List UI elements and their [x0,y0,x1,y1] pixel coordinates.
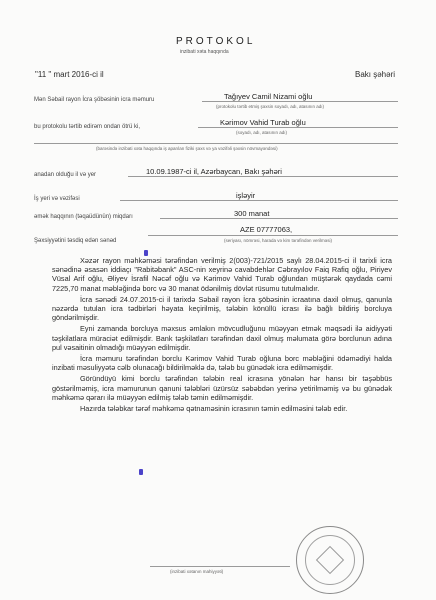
id-doc-line [148,235,398,236]
officer-name: Tağıyev Camil Nizami oğlu [224,92,313,101]
pen-mark-icon [144,250,148,256]
birth-line [128,176,398,177]
subject-line [198,127,398,128]
salary-label: əmək haqqının (təqaüdünün) miqdarı [34,214,133,220]
protocol-body [52,256,392,415]
subject-line-2 [34,143,398,144]
body-paragraph-1: Xəzər rayon məhkəməsi tərəfindən verilmiş 2(003)-721/2015 saylı 28.04.2015-ci il tarixli icra sənədinə əsasən iddiaçı "Rabitəbank" ASC-nin xeyrinə cavabdehlər Cəbrayılov Faiq Rafiq oğlu, Piriyev Vüsal Arif oğlu, Əliyev İsrafil Nəcəf oğlu və Kərimov Vahid Turab oğlundan müştərək qaydada cəmi 7225,70 manat məbləğində borc və 30 manat ödənilmiş dövlət rüsumu tutulmalıdır. [52,256,392,293]
document-date [35,70,104,79]
officer-line [202,101,398,102]
body-paragraph-2: İcra sənədi 24.07.2015-ci il tarixdə Səbail rayon İcra şöbəsinin icraatına daxil olmuş, qanunla nəzərdə tutulan icra tədbirləri həyata keçirilmiş, tələbin könüllü icrası ilə bağlı bildiriş borcluya göndərilmişdir. [52,294,392,323]
document-title: PROTOKOL [176,36,256,47]
body-paragraph-6: Hazırda tələbkar tərəf məhkəmə qətnaməsinin icrasının təmin edilməsini tələb edir. [80,404,348,414]
subject-name: Kərimov Vahid Turab oğlu [220,118,306,127]
body-paragraph-4: İcra məmuru tərəfindən borclu Kərimov Vahid Turab oğluna borc məbləğini ödəmədiyi halda inzibati məsuliyyətə cəlb olunacağı bildirilməklə də, tələb bu günədək icra edilməmişdir. [52,354,392,373]
subject-label: bu protokolu tərtib edirəm ondan ötrü ki, [34,124,141,130]
work-line [120,200,398,201]
signature-hint: (inzibati xətanın mahiyyəti) [170,569,224,574]
document-city: Bakı şəhəri [355,70,396,79]
salary-value: 300 manat [234,209,270,218]
id-doc-value: AZE 07777063, [240,225,293,234]
work-label: İş yeri və vəzifəsi [34,196,80,202]
pen-mark-icon [139,469,143,475]
id-doc-label: Şəxsiyyətini təsdiq edən sənəd [34,238,117,244]
subject-hint-2: (barəsində inzibati xəta haqqında iş aparılan fiziki şəxs və ya vəzifəli şəxsin növmayəndəsi) [96,146,278,151]
signature-line [150,566,290,567]
id-doc-hint: (seriyası, nömrəsi, harada və kim tərəfindən verilməsi) [224,238,333,243]
date-day: "11 " [35,70,52,79]
subject-hint: (soyadı, adı, atasının adı) [236,130,288,135]
body-paragraph-3: Eyni zamanda borcluya məxsus əmlakın mövcudluğunu müəyyən etmək məqsədi ilə aidiyyəti təşkilatlara müraciət edilmişdir. Bank təşkilatları tərəfindən daxil olmuş məlumata görə borclunun adına pul vəsaitinin olmadığı müəyyən edilmişdir. [52,324,392,352]
body-paragraph-5: Göründüyü kimi borclu tərəfindən tələbin real icrasına yönələn hər hansı bir təşəbbüs göstərilməmiş, icra məmurunun qanuni tələbləri üzürsüz səbəbdən yerinə yetirilməmiş və bu günədək məhkəmə qərarı ilə müəyyən edilmiş tələb təmin edilməmişdir. [52,374,392,402]
officer-label: Mən Səbail rayon İcra şöbəsinin icra məmuru [34,97,155,103]
birth-label: anadan olduğu il və yer [34,172,97,178]
birth-value: 10.09.1987-ci il, Azərbaycan, Bakı şəhəri [146,167,282,176]
salary-line [160,218,398,219]
work-value: işləyir [236,191,256,200]
officer-hint: (protokolu tərtib etmiş şəxsin soyadı, adı, atasının adı) [216,104,325,109]
document-subtitle: inzibati xəta haqqında [180,49,229,55]
date-month-year: mart 2016-ci il [53,70,104,79]
